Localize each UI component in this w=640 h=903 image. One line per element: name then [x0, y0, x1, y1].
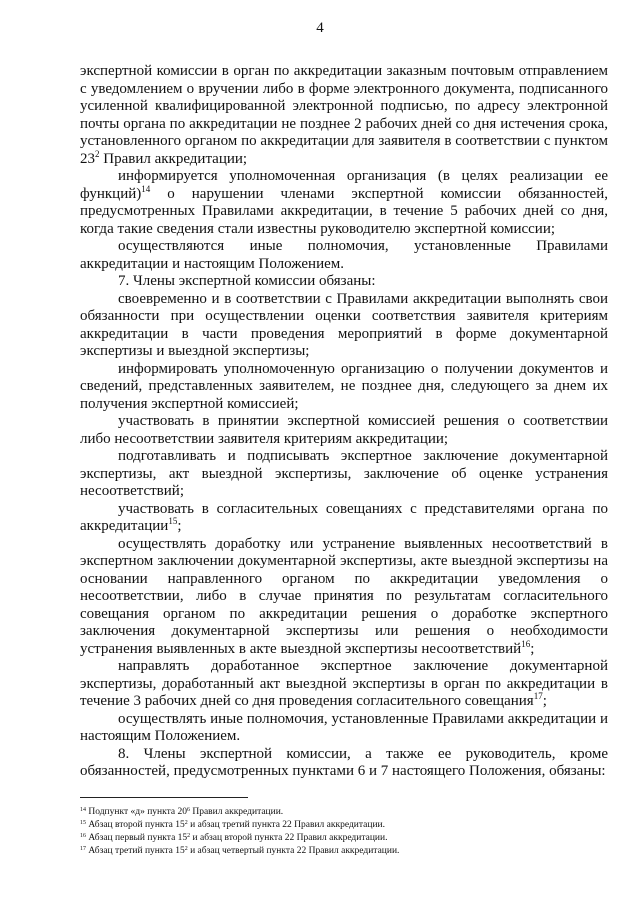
paragraph: [80, 291, 608, 361]
text-run: Правил аккредитации;: [99, 150, 248, 167]
paragraph: [80, 536, 608, 659]
footnote-ref: 16: [521, 638, 531, 649]
text-run: своевременно и в соответствии с Правилами аккредитации выполнять свои обязанности при осуществлении оценки соответствия заявителя критериям аккредитации в части проведения мероприятий в форме документарной экспертизы и выездной экспертизы;: [80, 290, 608, 359]
paragraph: [80, 413, 608, 448]
paragraph: [80, 746, 608, 781]
paragraph: [80, 168, 608, 238]
text-run: информировать уполномоченную организацию о получении документов и сведений, представленных заявителем, не позднее дня, следующего за днем их получения экспертной комиссией;: [80, 360, 608, 412]
text-run: участвовать в принятии экспертной комиссией решения о соответствии либо несоответствии заявителя критериям аккредитации;: [80, 413, 608, 447]
text-run: ;: [177, 518, 182, 534]
text-run: и абзац второй пункта 22 Правил аккредитации.: [190, 833, 388, 843]
footnote-ref: 14: [141, 183, 151, 194]
text-run: 8. Члены экспертной комиссии, а также ее руководитель, кроме обязанностей, предусмотренных пунктами 6 и 7 настоящего Положения, обязаны:: [80, 745, 608, 779]
footnote: [80, 806, 608, 819]
paragraph: [80, 711, 608, 746]
footnote-ref: 2: [184, 846, 188, 852]
footnote-ref: 16: [80, 833, 86, 839]
footnote-ref: 15: [80, 820, 86, 826]
footnote-ref: 6: [186, 807, 190, 813]
footnote-ref: 17: [533, 691, 543, 701]
text-run: Абзац третий пункта 15: [86, 846, 185, 856]
footnote-separator: [80, 797, 248, 798]
paragraph: [80, 501, 608, 536]
text-run: Абзац первый пункта 15: [86, 833, 188, 843]
footnote: [80, 845, 608, 858]
footnote: [80, 832, 608, 845]
text-run: участвовать в согласительных совещаниях с представителями органа по аккредитации: [80, 500, 608, 534]
text-run: о нарушении членами экспертной комиссии обязанностей, предусмотренных Правилами аккредитации, в течение 5 рабочих дней со дня, когда такие сведения стали известны руководителю экспертной комиссии;: [80, 185, 608, 237]
paragraph: [80, 238, 608, 273]
text-run: ;: [530, 640, 535, 657]
text-run: информируется уполномоченная организация (в целях реализации ее функций): [80, 168, 608, 202]
paragraph: [80, 448, 608, 501]
text-run: осуществляются иные полномочия, установленные Правилами аккредитации и настоящим Положением.: [80, 238, 608, 272]
footnotes: [80, 806, 608, 858]
footnote-ref: 15: [168, 516, 178, 526]
text-run: экспертной комиссии в орган по аккредитации заказным почтовым отправлением с уведомлением о вручении либо в форме электронного документа, подписанного усиленной квалифицированной электронной подписью, по адресу электронной почты органа по аккредитации не позднее 2 рабочих дней со дня истечения срока, установленного органом по аккредитации для заявителя в соответствии с пунктом 23: [80, 63, 608, 167]
footnote: [80, 819, 608, 832]
text-run: и абзац третий пункта 22 Правил аккредитации.: [187, 820, 385, 830]
text-run: Подпункт «д» пункта 20: [86, 807, 187, 817]
text-run: ;: [542, 693, 547, 709]
text-run: Абзац второй пункта 15: [86, 820, 185, 830]
paragraph: [80, 273, 608, 291]
footnote-ref: 14: [80, 807, 86, 813]
footnote-ref: 2: [187, 833, 191, 839]
text-run: 7. Члены экспертной комиссии обязаны:: [118, 273, 376, 289]
text-run: направлять доработанное экспертное заключение документарной экспертизы, доработанный акт выездной экспертизы в орган по аккредитации в течение 3 рабочих дней со дня проведения согласительного совещания: [80, 658, 608, 709]
body-text: [80, 63, 608, 781]
page-number: 4: [316, 20, 324, 36]
paragraph: [80, 658, 608, 711]
footnote-ref: 2: [95, 148, 100, 159]
text-run: подготавливать и подписывать экспертное заключение документарной экспертизы, акт выездной экспертизы, заключение об оценке устранения несоответствий;: [80, 448, 608, 499]
text-run: осуществлять иные полномочия, установленные Правилами аккредитации и настоящим Положением.: [80, 710, 608, 744]
footnote-ref: 2: [184, 820, 188, 826]
paragraph: [80, 63, 608, 168]
text-run: и абзац четвертый пункта 22 Правил аккредитации.: [187, 846, 400, 856]
text-run: осуществлять доработку или устранение выявленных несоответствий в экспертном заключении документарной экспертизы, акте выездной экспертизы на основании направленного органом по аккредитации уведомления о несоответствии, либо в случае принятия по результатам согласительного совещания органом по аккредитации решения о доработке экспертного заключения документарной экспертизы или решения о необходимости устранения выявленных в акте выездной экспертизы несоответствий: [80, 535, 608, 657]
footnote-ref: 17: [80, 846, 86, 852]
paragraph: [80, 361, 608, 414]
text-run: Правил аккредитации.: [189, 807, 284, 817]
